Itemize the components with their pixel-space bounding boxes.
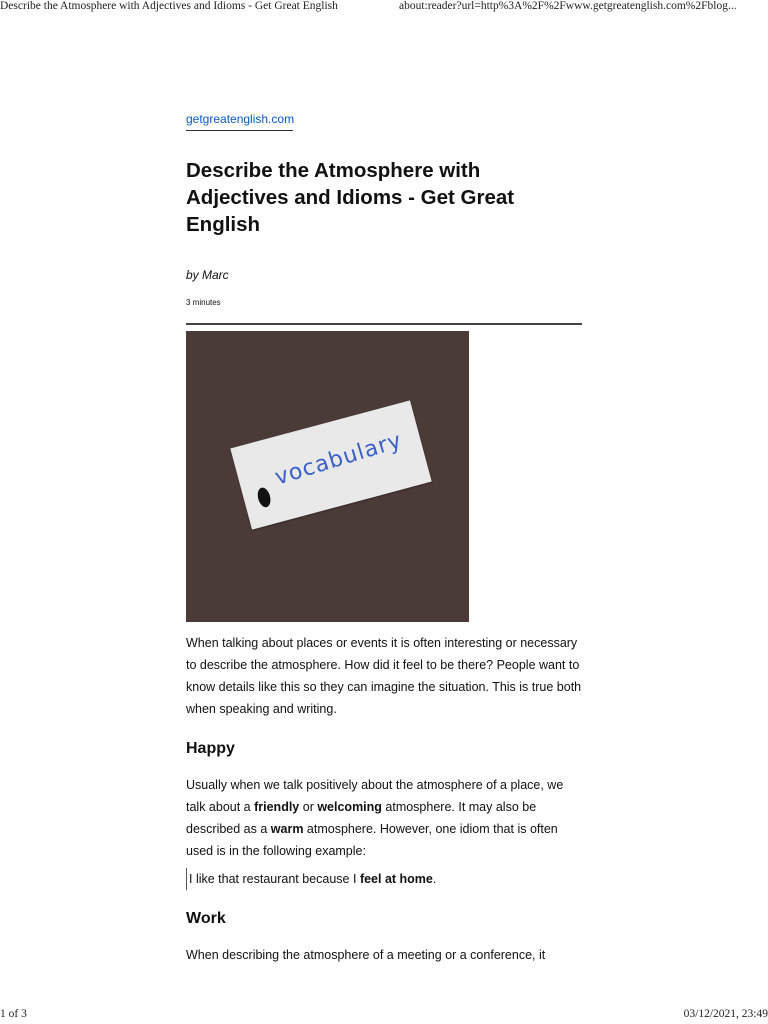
intro-paragraph: When talking about places or events it is often interesting or necessary to describe the atmosphere. How did it feel to be there? People want to know details like this so they can imagine the situation. This is true both when speaking and writing. <box>186 636 582 716</box>
page-count: 1 of 3 <box>0 1008 27 1020</box>
print-header-url: about:reader?url=http%3A%2F%2Fwww.getgreatenglish.com%2Fblog... <box>399 0 737 12</box>
print-header-title: Describe the Atmosphere with Adjectives and Idioms - Get Great English <box>0 0 338 12</box>
reading-time: 3 minutes <box>186 298 221 307</box>
bold-idiom: feel at home <box>359 872 433 886</box>
header-divider <box>186 323 582 325</box>
text-run: or <box>299 800 318 814</box>
bold-word-friendly: friendly <box>254 800 300 814</box>
hero-image <box>186 331 469 622</box>
example-quote <box>186 868 582 890</box>
section-heading-happy: Happy <box>186 740 235 757</box>
bold-word-warm: warm <box>270 822 304 836</box>
reader-article <box>186 110 582 966</box>
bold-word-welcoming: welcoming <box>317 800 382 814</box>
text-run: I like that restaurant because I <box>189 872 360 886</box>
section-heading-work: Work <box>186 910 226 927</box>
text-run: atmosphere. However, one idiom that is often used is in the following example: <box>186 822 558 858</box>
source-domain-link[interactable]: getgreatenglish.com <box>186 112 293 131</box>
text-run: atmosphere. It may also be described as a <box>186 800 537 836</box>
work-paragraph: When describing the atmosphere of a meeting or a conference, it <box>186 948 546 962</box>
article-byline: by Marc <box>186 268 229 282</box>
text-run: Usually when we talk positively about the atmosphere of a place, we talk about a <box>186 778 564 814</box>
happy-paragraph <box>186 774 582 862</box>
print-datetime: 03/12/2021, 23:49 <box>683 1008 768 1020</box>
text-run: . <box>432 872 437 886</box>
tag-hole <box>256 486 273 508</box>
print-header <box>0 0 768 16</box>
article-title: Describe the Atmosphere with Adjectives and Idioms - Get Great English <box>186 159 515 236</box>
vocabulary-tag-card <box>230 400 431 529</box>
print-footer <box>0 1008 768 1024</box>
tag-word: vocabulary <box>272 428 406 491</box>
